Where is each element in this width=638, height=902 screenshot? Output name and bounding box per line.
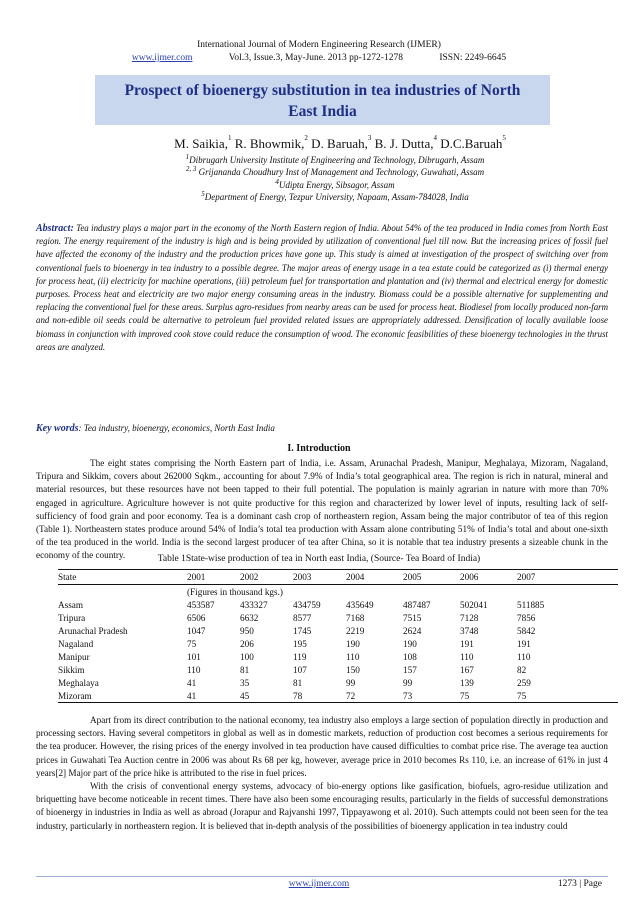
table-cell-value: 8577 xyxy=(293,612,312,623)
table-cell-value: 195 xyxy=(293,638,307,649)
table-cell-value: 82 xyxy=(517,664,527,675)
author-5: D.C.Baruah xyxy=(436,136,503,151)
paper-title xyxy=(95,75,550,125)
table-cell-value: 35 xyxy=(240,677,250,688)
title-line-2: East India xyxy=(288,103,357,120)
table-cell-state: Manipur xyxy=(58,651,90,662)
table-cell-value: 72 xyxy=(346,689,403,703)
table-cell-value: 7168 xyxy=(346,612,365,623)
paragraph-3 xyxy=(36,780,608,833)
keywords-label: Key words xyxy=(36,423,79,434)
affiliation-4 xyxy=(100,192,570,202)
table-cell-value: 81 xyxy=(240,664,250,675)
table-cell-value: 1745 xyxy=(293,625,312,636)
table-cell-value: 190 xyxy=(403,638,417,649)
table-row xyxy=(58,650,618,663)
affiliation-1 xyxy=(100,155,570,165)
table-cell-state: Meghalaya xyxy=(58,677,99,688)
table-cell-value: 75 xyxy=(187,638,197,649)
table-cell-value: 259 xyxy=(517,677,531,688)
table-cell-value: 2624 xyxy=(403,625,422,636)
table-cell-value: 6632 xyxy=(240,612,259,623)
table-cell-state: Mizoram xyxy=(58,689,187,703)
header-2005: 2005 xyxy=(403,570,460,585)
table-cell-value: 2219 xyxy=(346,625,365,636)
table-unit: (Figures in thousand kgs.) xyxy=(187,586,283,597)
affiliation-4-sup: 5 xyxy=(201,190,205,198)
author-5-sup: 5 xyxy=(502,134,506,142)
volume-info: Vol.3, Issue.3, May-June. 2013 pp-1272-1278 xyxy=(228,53,403,63)
table-row xyxy=(58,676,618,689)
header-2007: 2007 xyxy=(517,570,618,585)
table-cell-value: 81 xyxy=(293,677,303,688)
table-cell-value: 6506 xyxy=(187,612,206,623)
intro-paragraph xyxy=(36,457,608,563)
table-cell-value: 434759 xyxy=(293,599,321,610)
table-cell-value: 101 xyxy=(187,651,201,662)
table-cell-value: 7515 xyxy=(403,612,422,623)
footer-url-link[interactable]: www.ijmer.com xyxy=(288,879,350,889)
table-cell-value: 78 xyxy=(293,689,346,703)
footer-divider xyxy=(36,876,608,877)
table-cell-value: 206 xyxy=(240,638,254,649)
header-2003: 2003 xyxy=(293,570,346,585)
table-caption: Table 1State-wise production of tea in North east India, (Source- Tea Board of India) xyxy=(157,554,481,564)
page-number: 1273 | Page xyxy=(557,879,602,889)
table-cell-value: 75 xyxy=(517,689,618,703)
table-cell-value: 167 xyxy=(460,664,474,675)
table-cell-value: 487487 xyxy=(403,599,431,610)
affiliation-2 xyxy=(100,167,570,177)
paragraph-2 xyxy=(36,714,608,780)
title-line-1: Prospect of bioenergy substitution in tea industries of North xyxy=(124,82,521,99)
abstract-label: Abstract: xyxy=(36,223,74,234)
table-cell-value: 5842 xyxy=(517,625,536,636)
header-2006: 2006 xyxy=(460,570,517,585)
table-cell-value: 110 xyxy=(187,664,201,675)
table-cell-value: 99 xyxy=(346,677,356,688)
table-cell-value: 100 xyxy=(240,651,254,662)
abstract xyxy=(36,222,608,354)
intro-text: The eight states comprising the North Eastern part of India, i.e. Assam, Arunachal Pradesh, Manipur, Meghalaya, Mizoram, Nagaland, Tripura and Sikkim, covers about 262000 Sqkm., accounting for about 7.9% of India’s total geographical area. The region is rich in natural, mineral and material resources, but these resources have not been tapped to their full potential. The population is mainly agrarian in nature with more than 70% engaged in agriculture. Agriculture however is not quite productive for this region and characterized by lower level of inputs, resulting lack of self-sufficiency of food grain and poor economy. Tea is a dominant cash crop of northeastern region, Assam being the major contributor of tea of this region (Table 1). Northeastern states produce around 54% of India’s total tea production with Assam alone contributing 51% of India’s total and about one-sixth of the tea produced in the world. India is the second largest producer of tea after China, so it is notable that tea industry presents a sizeable chunk in the economy of the country. xyxy=(36,458,608,561)
journal-name: International Journal of Modern Engineering Research (IJMER) xyxy=(197,40,441,50)
table-cell-state: Assam xyxy=(58,599,84,610)
author-3: D. Baruah, xyxy=(307,136,368,151)
paragraph-2-text: Apart from its direct contribution to the national economy, tea industry also employs a large section of population directly in production and processing sectors. Having several competitors in global as well as in domestic markets, reduction of production cost becomes a serious requirements for the tea producer. However, the rising prices of the energy involved in tea production have caused difficulties to combat price rise. The average tea auction prices in Guwahati Tea Auction centre in 2006 was about Rs 68 per kg, however, average price in 2010 becomes Rs 110, i.e. an increase of 61% in just 4 years[2] Major part of the price hike is attributed to the rise in fuel prices. xyxy=(36,715,608,778)
table-cell-value: 75 xyxy=(460,689,517,703)
keywords-text: : Tea industry, bioenergy, economics, North East India xyxy=(78,423,275,433)
author-1-sup: 1 xyxy=(227,134,232,142)
affiliation-3 xyxy=(100,180,570,190)
paragraph-3-text: With the crisis of conventional energy systems, advocacy of bio-energy options like gasification, biofuels, agro-residue utilization and briquetting have become noticeable in recent times. There have also been some encouraging results, particularly in the fields of successful demonstrations of bioenergy in industries in India as well as abroad (Jorapur and Rajvanshi 1997, Tippayawong et al. 2010). Such attempts could not been seen for the tea industry, particularly in northeastern region. It is believed that in-depth analysis of the possibilities of bioenergy application in tea industry could xyxy=(36,781,608,831)
table-cell-value: 191 xyxy=(517,638,531,649)
table-cell-value: 7128 xyxy=(460,612,479,623)
table-unit-spacer-2 xyxy=(346,585,618,599)
table-cell-value: 150 xyxy=(346,664,360,675)
header-2004: 2004 xyxy=(346,570,403,585)
table-cell-value: 502041 xyxy=(460,599,488,610)
table-cell-value: 191 xyxy=(460,638,474,649)
table-cell-value: 41 xyxy=(187,689,240,703)
table-cell-value: 433327 xyxy=(240,599,268,610)
table-cell-state: Nagaland xyxy=(58,638,94,649)
table-row xyxy=(58,663,618,676)
table-cell-state: Arunachal Pradesh xyxy=(58,625,128,636)
table-cell-value: 435649 xyxy=(346,599,374,610)
table-cell-value: 190 xyxy=(346,638,360,649)
table-unit-row xyxy=(58,585,618,599)
table-row xyxy=(58,611,618,624)
table-cell-value: 108 xyxy=(403,651,417,662)
author-list xyxy=(140,136,540,152)
affiliation-4-text: Department of Energy, Tezpur University, Napaam, Assam-784028, India xyxy=(204,192,469,202)
author-2-sup: 2 xyxy=(304,134,308,142)
author-4: B. J. Dutta, xyxy=(371,136,434,151)
table-cell-state: Tripura xyxy=(58,612,86,623)
table-row xyxy=(58,598,618,611)
table-unit-spacer xyxy=(58,585,187,599)
table-cell-value: 45 xyxy=(240,689,293,703)
table-cell-value: 73 xyxy=(403,689,460,703)
table-cell-value: 110 xyxy=(460,651,474,662)
issn: ISSN: 2249-6645 xyxy=(439,53,507,63)
author-4-sup: 4 xyxy=(433,134,437,142)
journal-url-link[interactable]: www.ijmer.com xyxy=(131,53,193,63)
table-cell-value: 41 xyxy=(187,677,197,688)
author-1: M. Saikia, xyxy=(174,136,228,151)
table-cell-value: 453587 xyxy=(187,599,215,610)
table-cell-value: 99 xyxy=(403,677,413,688)
table-cell-value: 107 xyxy=(293,664,307,675)
table-cell-value: 7856 xyxy=(517,612,536,623)
table-cell-value: 119 xyxy=(293,651,307,662)
section-heading: I. Introduction xyxy=(287,443,351,454)
affiliation-2-sup: 2, 3 xyxy=(185,165,197,173)
table-header-row xyxy=(58,570,618,585)
keywords xyxy=(36,423,608,434)
affiliation-3-text: Udipta Energy, Sibsagor, Assam xyxy=(278,180,395,190)
table-cell-value: 3748 xyxy=(460,625,479,636)
table-cell-value: 110 xyxy=(517,651,531,662)
author-2: R. Bhowmik, xyxy=(231,136,305,151)
table-cell-value: 950 xyxy=(240,625,254,636)
table-cell-value: 511885 xyxy=(517,599,545,610)
table-cell-value: 157 xyxy=(403,664,417,675)
table-cell-value: 139 xyxy=(460,677,474,688)
abstract-text: Tea industry plays a major part in the economy of the North Eastern region of India. About 54% of the tea produced in India comes from North East region. The energy requirement of the industry is high and is being provided by utilization of conventional fuel till now. But the increasing prices of fossil fuel have affected the economy of the industry and the production prices have gone up. This study is aimed at investigation of the prospect of switching over from conventional fuels to bioenergy in tea industry to a possible degree. The major areas of energy usage in a tea estate could be categorized as (i) thermal energy for process heat, (ii) electricity for machine operations, (iii) petroleum fuel for transportation and plantation and (iv) thermal and electrical energy for domestic purposes. Process heat and electricity are two major energy consuming areas in the industry. Biomass could be a possible alternative for supplementing and replacing the conventional fuel for these areas. Surplus agro-residues from nearby areas can be used for process heat. Biodiesel from locally produced non-farm and non-edible oil seeds could be alternative to petroleum fuel provided related issues are appropriately addressed. Densification of locally available loose biomass in conjunction with improved cook stove could reduce the consumption of wood. The economic feasibilities of these bioenergy technologies in the thrust areas are analyzed. xyxy=(36,223,608,352)
table-row xyxy=(58,624,618,637)
table-cell-value: 1047 xyxy=(187,625,206,636)
author-3-sup: 3 xyxy=(367,134,372,142)
journal-header-line xyxy=(0,53,638,63)
affiliation-2-text: Grijananda Choudhury Inst of Management and Technology, Guwahati, Assam xyxy=(198,167,485,177)
table-cell-state: Sikkim xyxy=(58,664,85,675)
tea-production-table xyxy=(58,569,618,703)
table-row xyxy=(58,689,618,703)
table-cell-value: 110 xyxy=(346,651,360,662)
header-state: State xyxy=(58,570,187,585)
affiliation-3-sup: 4 xyxy=(275,178,279,186)
affiliation-1-text: Dibrugarh University Institute of Engineering and Technology, Dibrugarh, Assam xyxy=(189,155,485,165)
affiliation-1-sup: 1 xyxy=(185,153,190,161)
header-2002: 2002 xyxy=(240,570,293,585)
table-row xyxy=(58,637,618,650)
header-2001: 2001 xyxy=(187,570,240,585)
